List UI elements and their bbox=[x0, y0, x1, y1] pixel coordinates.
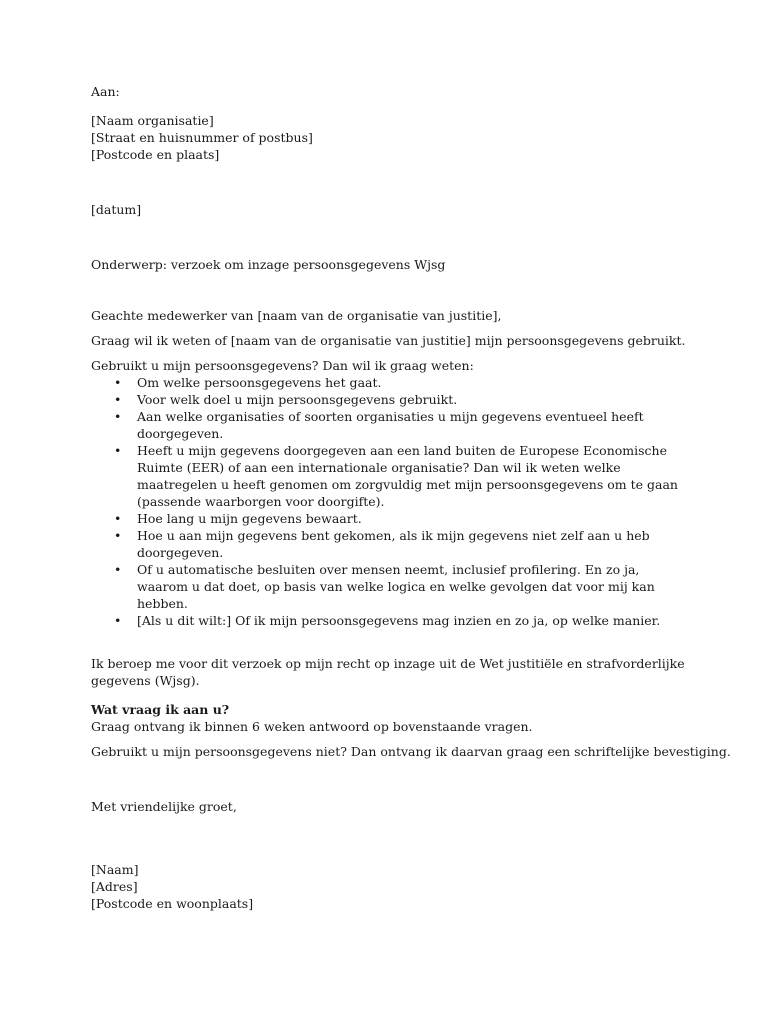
letter-subject: Onderwerp: verzoek om inzage persoonsgegevens Wjsg bbox=[91, 257, 446, 272]
request-heading: Wat vraag ik aan u? bbox=[91, 702, 230, 717]
bullet-icon: • bbox=[114, 375, 122, 390]
bullet-icon: • bbox=[114, 613, 122, 628]
to-label: Aan: bbox=[91, 84, 120, 99]
sender-address bbox=[91, 861, 691, 912]
salutation: Geachte medewerker van [naam van de organisatie van justitie], bbox=[91, 308, 502, 323]
letter-date: [datum] bbox=[91, 202, 142, 217]
bullet-icon: • bbox=[114, 392, 122, 407]
list-item: • Hoe u aan mijn gegevens bent gekomen, als ik mijn gegevens niet zelf aan u heb doorgegeven. bbox=[114, 528, 650, 560]
no-use-paragraph: Gebruikt u mijn persoonsgegevens niet? Dan ontvang ik daarvan graag een schriftelijke bevestiging. bbox=[91, 744, 731, 759]
recipient-street: [Straat en huisnummer of postbus] bbox=[91, 130, 313, 145]
bullet-icon: • bbox=[114, 528, 122, 543]
legal-basis-paragraph: Ik beroep me voor dit verzoek op mijn recht op inzage uit de Wet justitiële en strafvorderlijke gegevens (Wjsg). bbox=[91, 656, 685, 688]
list-item: • Hoe lang u mijn gegevens bewaart. bbox=[114, 511, 362, 526]
list-item: • Voor welk doel u mijn persoonsgegevens gebruikt. bbox=[114, 392, 458, 407]
list-item: • Heeft u mijn gegevens doorgegeven aan een land buiten de Europese Economische Ruimte (EER) of aan een internationale organisatie? Dan wil ik weten welke maatregelen u heeft genomen om zorgvuldig met mijn persoonsgegevens om te gaan (passende waarborgen voor doorgifte). bbox=[114, 443, 678, 509]
bullet-icon: • bbox=[114, 443, 122, 458]
closing: Met vriendelijke groet, bbox=[91, 799, 237, 814]
question-intro: Gebruikt u mijn persoonsgegevens? Dan wil ik graag weten: bbox=[91, 358, 474, 373]
list-item: • Aan welke organisaties of soorten organisaties u mijn gegevens eventueel heeft doorgegeven. bbox=[114, 409, 644, 441]
request-paragraph: Graag ontvang ik binnen 6 weken antwoord op bovenstaande vragen. bbox=[91, 719, 533, 734]
sender-name: [Naam] bbox=[91, 862, 139, 877]
recipient-name: [Naam organisatie] bbox=[91, 113, 214, 128]
sender-street: [Adres] bbox=[91, 879, 138, 894]
bullet-icon: • bbox=[114, 409, 122, 424]
recipient-address bbox=[91, 112, 691, 163]
question-list bbox=[91, 374, 691, 629]
bullet-icon: • bbox=[114, 562, 122, 577]
sender-postcode: [Postcode en woonplaats] bbox=[91, 896, 254, 911]
list-item: • Om welke persoonsgegevens het gaat. bbox=[114, 375, 382, 390]
list-item: • [Als u dit wilt:] Of ik mijn persoonsgegevens mag inzien en zo ja, op welke manier. bbox=[114, 613, 661, 628]
intro-paragraph: Graag wil ik weten of [naam van de organisatie van justitie] mijn persoonsgegevens gebruikt. bbox=[91, 333, 686, 348]
letter-page bbox=[91, 83, 731, 912]
list-item: • Of u automatische besluiten over mensen neemt, inclusief profilering. En zo ja, waarom u dat doet, op basis van welke logica en welke gevolgen dat voor mij kan hebben. bbox=[114, 562, 655, 611]
recipient-postcode: [Postcode en plaats] bbox=[91, 147, 220, 162]
bullet-icon: • bbox=[114, 511, 122, 526]
